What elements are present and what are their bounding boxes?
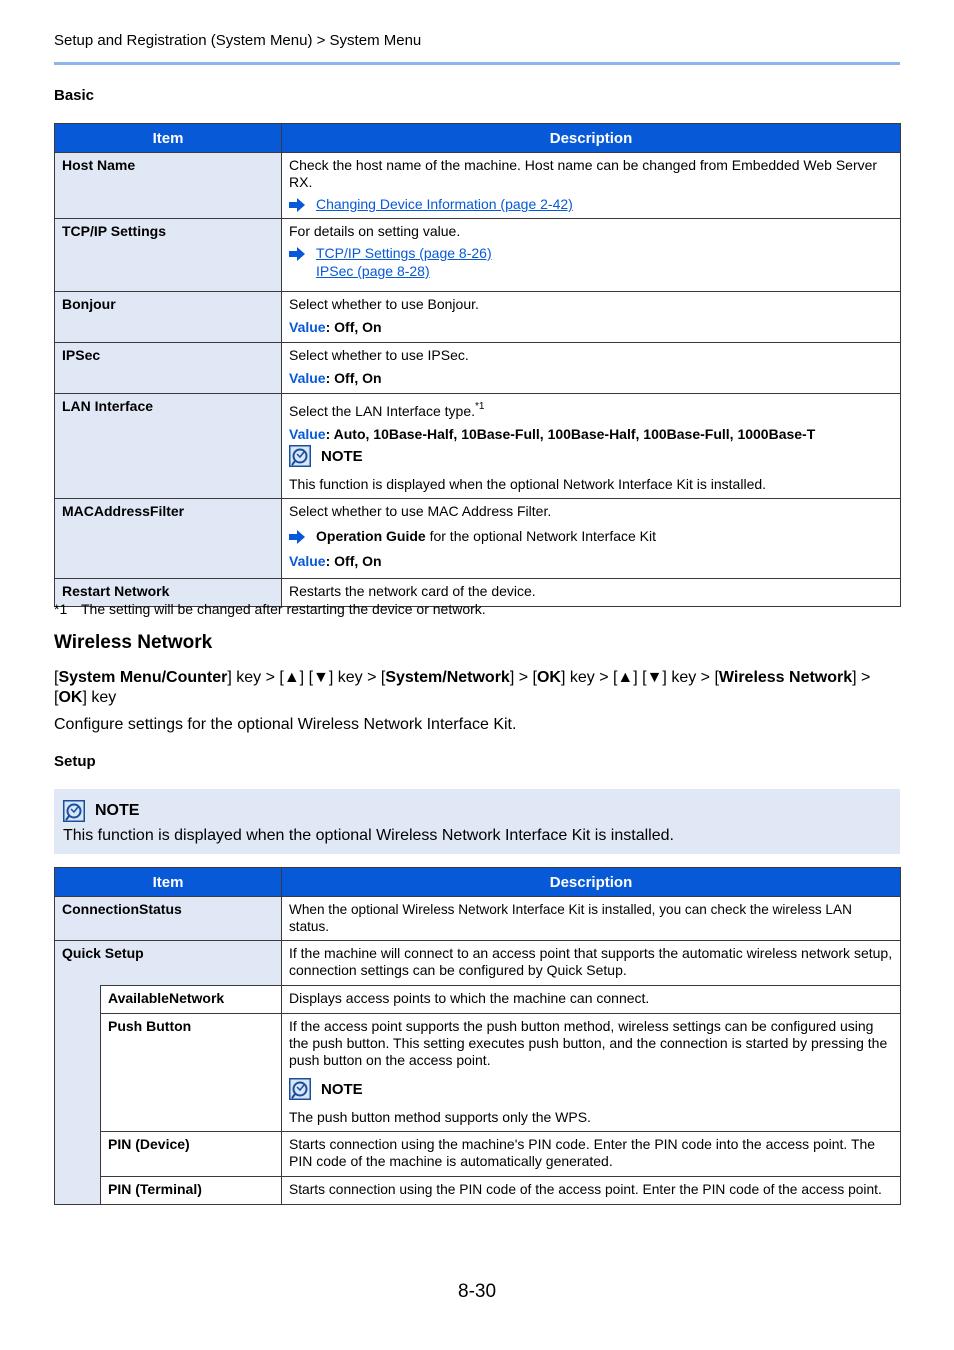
- description-cell: [282, 499, 901, 579]
- item-push-button: Push Button: [101, 1014, 282, 1132]
- item-host-name: Host Name: [55, 153, 282, 219]
- footnote-mark: *1: [54, 601, 68, 617]
- value-options: : Off, On: [325, 319, 382, 335]
- description-cell: Starts connection using the PIN code of the access point. Enter the PIN code of the access point.: [282, 1177, 901, 1205]
- value-options: : Off, On: [325, 553, 382, 569]
- key-path-text: ] key > [▲] [▼] key > [: [560, 669, 719, 686]
- note-header: [289, 1078, 893, 1100]
- key-path-text: ] > [: [509, 669, 537, 686]
- description-cell: [282, 343, 901, 394]
- table-row: [55, 897, 901, 941]
- key-path-text: [: [54, 669, 59, 686]
- reference-link-row: [289, 245, 893, 280]
- intro-text: Configure settings for the optional Wireless Network Interface Kit.: [54, 716, 517, 733]
- item-restart-network: Restart Network: [55, 579, 282, 607]
- item-pin-terminal: PIN (Terminal): [101, 1177, 282, 1205]
- note-header: [289, 445, 893, 467]
- table-row: [55, 1132, 901, 1177]
- note-box: [54, 789, 900, 854]
- note-text: The push button method supports only the WPS.: [289, 1109, 591, 1125]
- key-path: [54, 668, 900, 708]
- value-options: : Off, On: [325, 370, 382, 386]
- section-heading-basic: Basic: [54, 87, 95, 104]
- item-mac-address-filter: MACAddressFilter: [55, 499, 282, 579]
- description-cell: Starts connection using the machine's PIN code. Enter the PIN code into the access point. The PIN code of the machine is automatically generated.: [282, 1132, 901, 1177]
- arrow-right-icon: [289, 530, 305, 544]
- description-text: [289, 398, 893, 420]
- key-path-text: ] key > [▲] [▼] key > [: [227, 669, 386, 686]
- description-cell: When the optional Wireless Network Interface Kit is installed, you can check the wireless LAN status.: [282, 897, 901, 941]
- description-cell: [282, 219, 901, 292]
- reference-row: [289, 528, 893, 545]
- note-icon: [289, 1078, 311, 1100]
- note-icon: [289, 445, 311, 467]
- operation-guide-title: Operation Guide: [316, 528, 426, 544]
- description-cell: [282, 292, 901, 343]
- key-name: System Menu/Counter: [58, 669, 228, 686]
- table-row: [55, 394, 901, 499]
- page-number: 8-30: [458, 1281, 497, 1302]
- item-tcpip-settings: TCP/IP Settings: [55, 219, 282, 292]
- reference-link-row: [289, 196, 893, 213]
- description-text: If the access point supports the push button method, wireless settings can be configured using the push button. This setting executes push button, and the connection is started by pressing the push button on the access point.: [289, 1018, 888, 1068]
- column-header-item: Item: [55, 124, 282, 153]
- breadcrumb: Setup and Registration (System Menu) > System Menu: [54, 32, 422, 49]
- note-header: [63, 800, 139, 822]
- key-name: Wireless Network: [718, 669, 853, 686]
- link-tcpip-settings[interactable]: TCP/IP Settings (page 8-26): [316, 245, 492, 261]
- description-text: Check the host name of the machine. Host name can be changed from Embedded Web Server RX.: [289, 157, 878, 190]
- description-cell: [282, 1014, 901, 1132]
- description-text: Select whether to use Bonjour.: [289, 296, 479, 312]
- section-heading-setup: Setup: [54, 753, 96, 770]
- description-cell: Displays access points to which the machine can connect.: [282, 986, 901, 1014]
- description-cell: If the machine will connect to an access point that supports the automatic wireless network setup, connection settings can be configured by Quick Setup.: [282, 941, 901, 986]
- note-text: This function is displayed when the optional Wireless Network Interface Kit is installed.: [63, 827, 674, 844]
- item-bonjour: Bonjour: [55, 292, 282, 343]
- link-changing-device-information[interactable]: Changing Device Information (page 2-42): [316, 196, 573, 212]
- item-available-network: AvailableNetwork: [101, 986, 282, 1014]
- arrow-right-icon: [289, 198, 305, 212]
- wireless-settings-table: [54, 867, 901, 1205]
- key-path-text: ] key: [82, 689, 117, 706]
- quick-setup-group-indent: [55, 986, 101, 1205]
- value-line: [289, 370, 893, 387]
- item-quick-setup: Quick Setup: [55, 941, 282, 986]
- note-icon: [63, 800, 85, 822]
- description-text: Select whether to use IPSec.: [289, 347, 469, 363]
- section-heading-wireless-network: Wireless Network: [54, 632, 213, 653]
- description-cell: [282, 394, 901, 499]
- table-row: [55, 1177, 901, 1205]
- table-row: [55, 1014, 901, 1132]
- table-row: [55, 292, 901, 343]
- note-label: NOTE: [321, 1080, 363, 1098]
- table-row: [55, 499, 901, 579]
- key-name: System/Network: [385, 669, 510, 686]
- note-label: NOTE: [95, 802, 140, 819]
- item-lan-interface: LAN Interface: [55, 394, 282, 499]
- basic-settings-table: [54, 123, 901, 607]
- table-header-row: [55, 868, 901, 897]
- table-row: [55, 219, 901, 292]
- value-line: [289, 553, 893, 570]
- description-cell: Restarts the network card of the device.: [282, 579, 901, 607]
- column-header-description: Description: [282, 868, 901, 897]
- description-cell: [282, 153, 901, 219]
- header-divider: [54, 62, 900, 65]
- key-name: OK: [58, 689, 83, 706]
- table-row: [55, 941, 901, 986]
- table-row: [55, 343, 901, 394]
- description-text: For details on setting value.: [289, 223, 461, 239]
- value-label: Value: [289, 370, 326, 386]
- key-path-text: ] > [: [54, 669, 871, 706]
- value-label: Value: [289, 319, 326, 335]
- footnote: [54, 601, 486, 617]
- value-options: : Auto, 10Base-Half, 10Base-Full, 100Base-Half, 100Base-Full, 1000Base-T: [325, 426, 816, 442]
- footnote-reference: *1: [475, 401, 485, 412]
- arrow-right-icon: [289, 247, 305, 261]
- value-label: Value: [289, 553, 326, 569]
- note-text: This function is displayed when the optional Network Interface Kit is installed.: [289, 476, 767, 492]
- link-ipsec[interactable]: IPSec (page 8-28): [316, 263, 430, 279]
- item-pin-device: PIN (Device): [101, 1132, 282, 1177]
- value-line: [289, 319, 893, 336]
- column-header-item: Item: [55, 868, 282, 897]
- value-label: Value: [289, 426, 326, 442]
- operation-guide-suffix: for the optional Network Interface Kit: [425, 528, 657, 544]
- item-connection-status: ConnectionStatus: [55, 897, 282, 941]
- note-label: NOTE: [321, 447, 363, 465]
- item-ipsec: IPSec: [55, 343, 282, 394]
- table-row: [55, 986, 901, 1014]
- description-text: Select whether to use MAC Address Filter.: [289, 503, 552, 519]
- footnote-text: The setting will be changed after restarting the device or network.: [81, 601, 486, 617]
- operation-guide-reference: [316, 528, 656, 545]
- description-text-body: Select the LAN Interface type.: [289, 403, 475, 419]
- column-header-description: Description: [282, 124, 901, 153]
- table-row: [55, 153, 901, 219]
- value-line: [289, 426, 893, 443]
- key-name: OK: [536, 669, 561, 686]
- table-header-row: [55, 124, 901, 153]
